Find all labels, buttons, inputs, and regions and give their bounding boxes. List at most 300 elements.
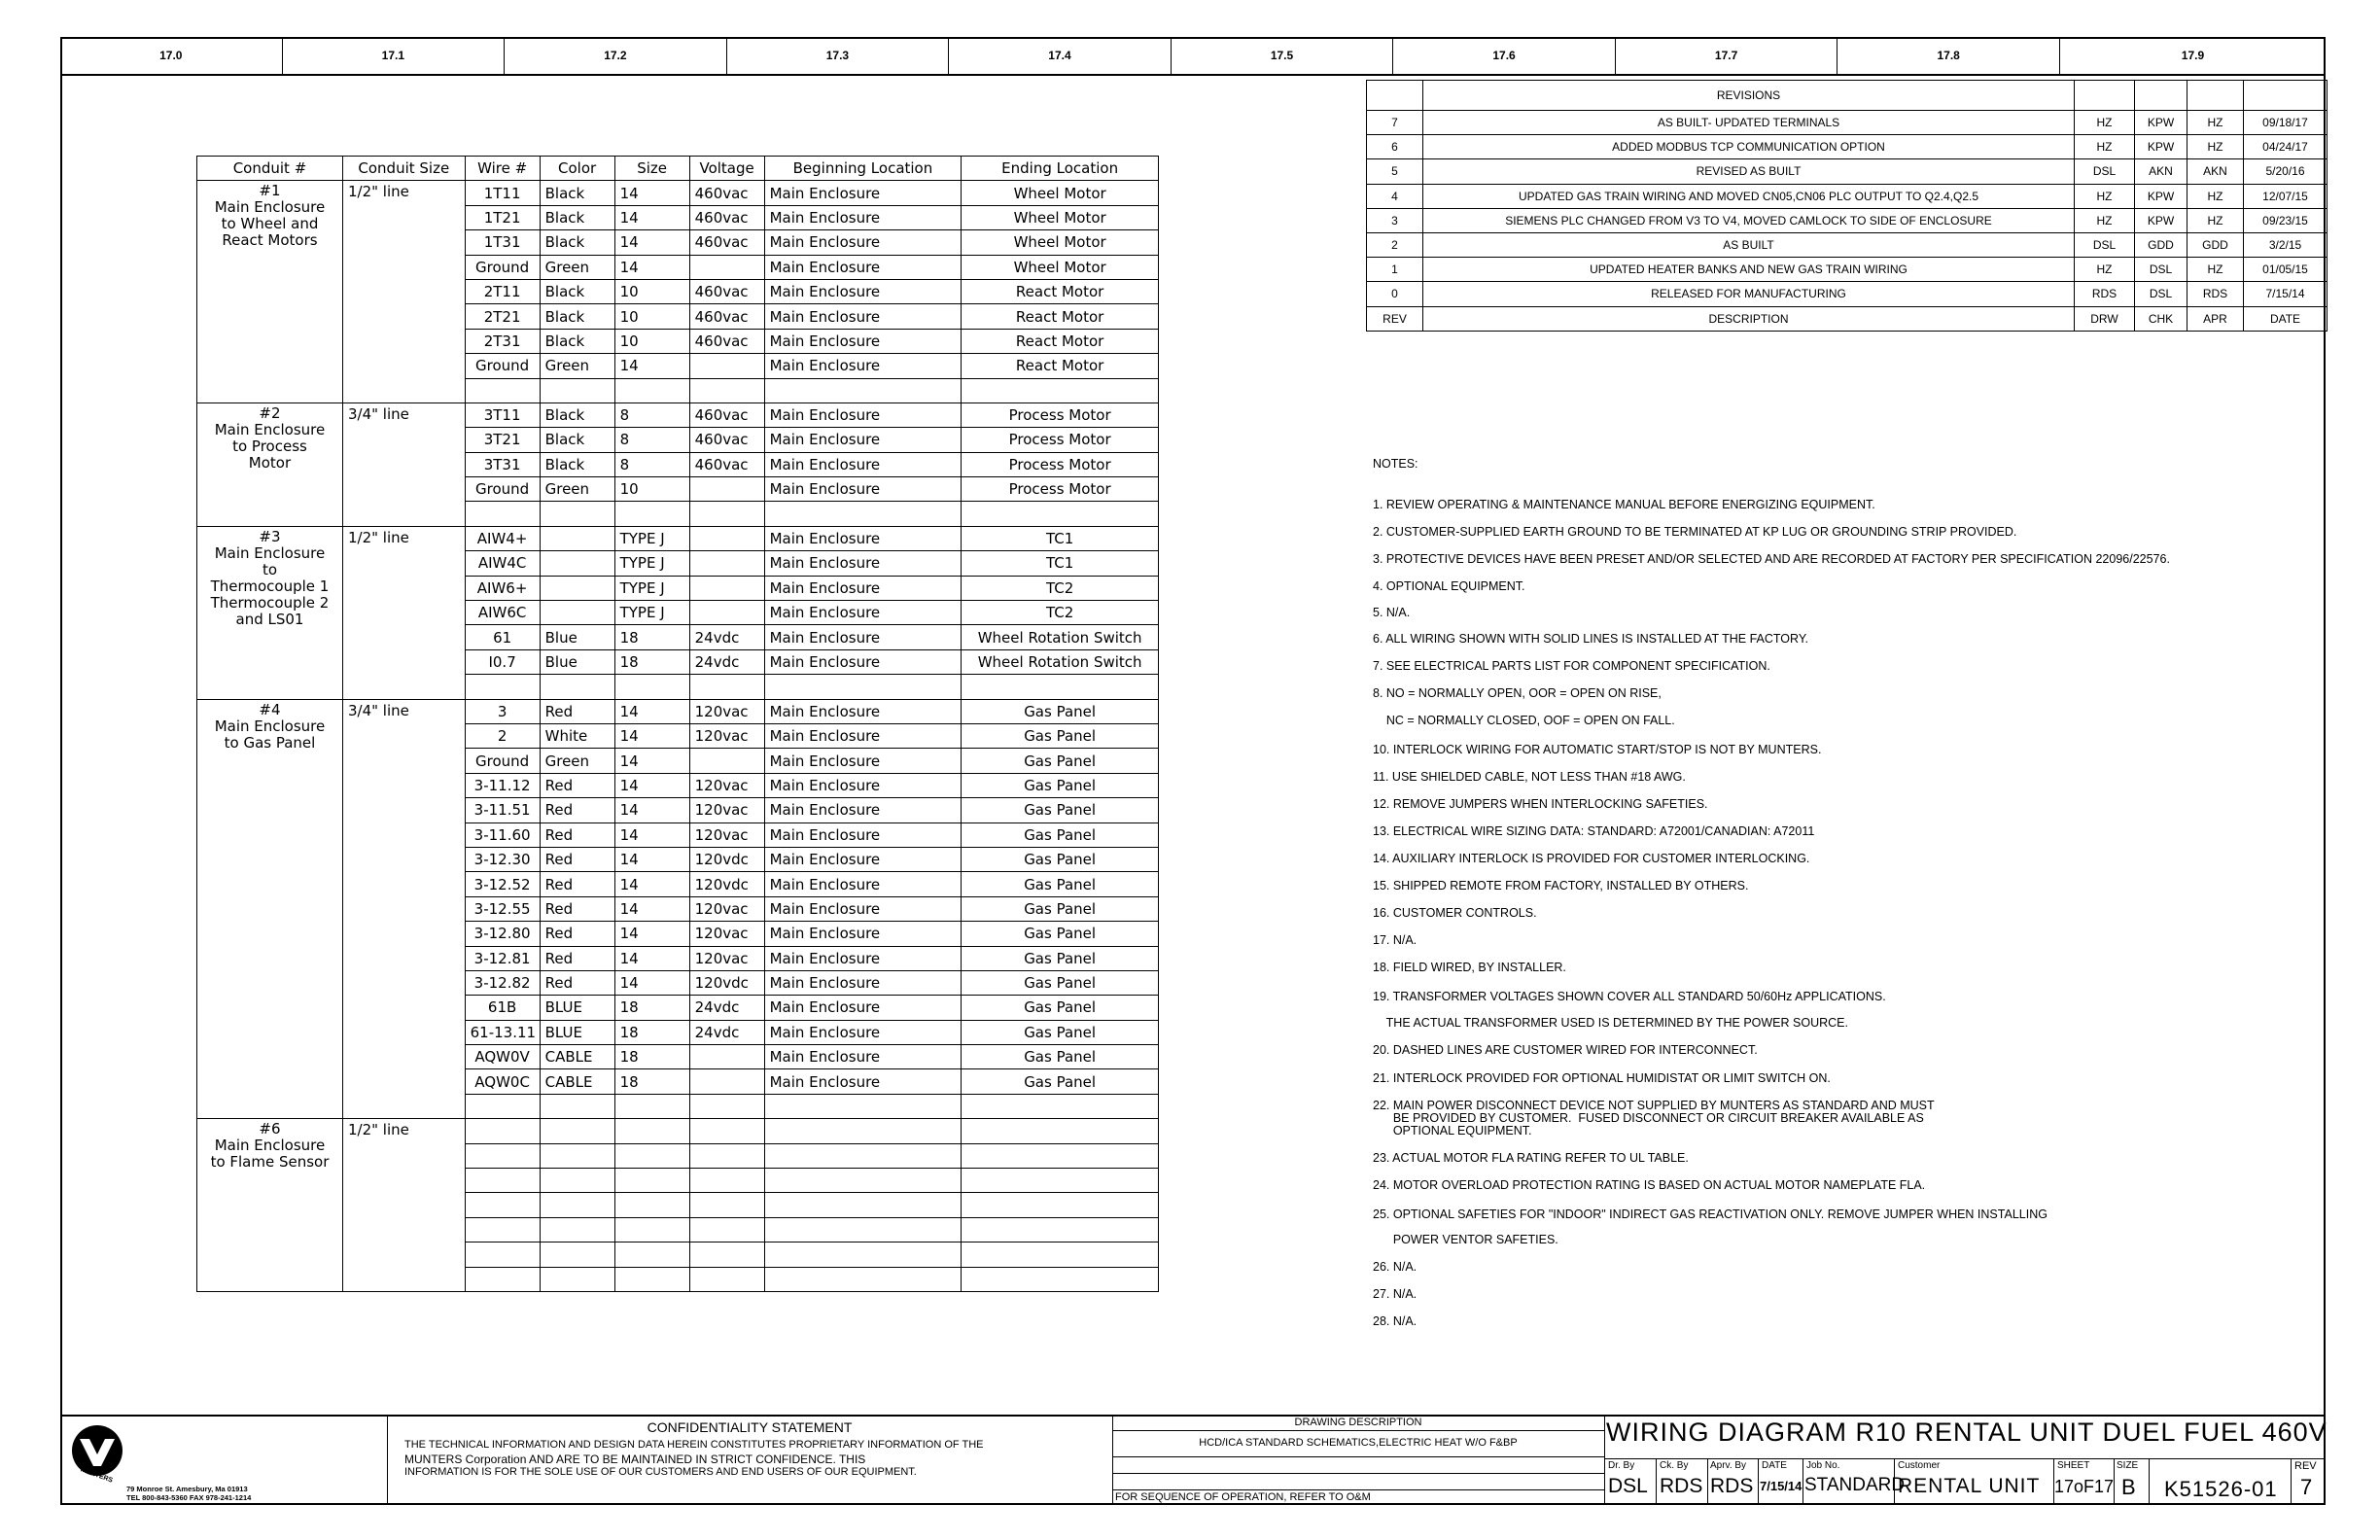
column-header: Voltage bbox=[689, 157, 764, 181]
table-cell: 460vac bbox=[689, 181, 764, 205]
note-line: 22. MAIN POWER DISCONNECT DEVICE NOT SUPPLIED BY MUNTERS AS STANDARD AND MUST bbox=[1373, 1099, 1935, 1112]
revision-cell: 0 bbox=[1367, 282, 1423, 306]
rev: 7 bbox=[2300, 1475, 2313, 1499]
revisions-title: REVISIONS bbox=[1423, 81, 2075, 111]
revision-row bbox=[1367, 135, 2328, 159]
table-cell: 3-12.52 bbox=[465, 872, 540, 896]
table-cell bbox=[962, 1094, 1159, 1118]
revision-row bbox=[1367, 184, 2328, 208]
table-cell bbox=[764, 675, 962, 699]
date: 7/15/14 bbox=[1760, 1479, 1802, 1493]
revisions-title-row bbox=[1367, 81, 2328, 111]
table-cell: 460vac bbox=[689, 329, 764, 353]
conduit-id-line: Thermocouple 1 bbox=[210, 577, 330, 595]
zone-label: 17.5 bbox=[1172, 37, 1394, 74]
table-cell: 61 bbox=[465, 625, 540, 649]
tb-hline bbox=[1112, 1489, 1604, 1490]
table-cell bbox=[962, 1267, 1159, 1291]
table-cell: 2T11 bbox=[465, 279, 540, 303]
revision-cell: 09/18/17 bbox=[2244, 111, 2328, 135]
table-cell: Main Enclosure bbox=[764, 526, 962, 550]
table-cell: Main Enclosure bbox=[764, 872, 962, 896]
table-cell: Main Enclosure bbox=[764, 452, 962, 476]
note-line: OPTIONAL EQUIPMENT. bbox=[1373, 1124, 1532, 1138]
table-cell: 14 bbox=[614, 749, 689, 773]
table-cell: Main Enclosure bbox=[764, 576, 962, 600]
note-line: 24. MOTOR OVERLOAD PROTECTION RATING IS BASED ON ACTUAL MOTOR NAMEPLATE FLA. bbox=[1373, 1178, 1926, 1192]
tb-hline bbox=[1112, 1456, 1604, 1457]
tb-hline bbox=[1112, 1473, 1604, 1474]
table-cell: 10 bbox=[614, 304, 689, 329]
revision-cell: KPW bbox=[2135, 135, 2188, 159]
table-cell: Red bbox=[540, 872, 614, 896]
revision-cell: 1 bbox=[1367, 258, 1423, 282]
table-cell: Main Enclosure bbox=[764, 428, 962, 452]
table-cell: Gas Panel bbox=[962, 896, 1159, 921]
logo-brand-text: MUNTERS bbox=[79, 1466, 114, 1485]
table-cell: React Motor bbox=[962, 354, 1159, 378]
table-cell: 18 bbox=[614, 1020, 689, 1044]
table-cell bbox=[689, 1045, 764, 1069]
revision-row bbox=[1367, 232, 2328, 257]
revision-cell: DSL bbox=[2075, 159, 2135, 184]
table-cell: Main Enclosure bbox=[764, 230, 962, 255]
conduit-size: 3/4" line bbox=[342, 699, 465, 1119]
tb-divider bbox=[1802, 1458, 1803, 1505]
revision-header-cell: DESCRIPTION bbox=[1423, 306, 2075, 331]
revision-cell: DSL bbox=[2135, 282, 2188, 306]
table-cell: TYPE J bbox=[614, 601, 689, 625]
revision-header-row bbox=[1367, 306, 2328, 331]
note-line: 26. N/A. bbox=[1373, 1260, 1418, 1274]
revision-cell: HZ bbox=[2075, 135, 2135, 159]
revision-cell: 4 bbox=[1367, 184, 1423, 208]
note-line: BE PROVIDED BY CUSTOMER. FUSED DISCONNECT OR CIRCUIT BREAKER AVAILABLE AS bbox=[1373, 1111, 1924, 1125]
note-line: 16. CUSTOMER CONTROLS. bbox=[1373, 906, 1537, 920]
conduit-id-line: #4 bbox=[259, 700, 281, 718]
note-line: 1. REVIEW OPERATING & MAINTENANCE MANUAL BEFORE ENERGIZING EQUIPMENT. bbox=[1373, 498, 1875, 511]
table-cell: Green bbox=[540, 255, 614, 279]
note-line: 11. USE SHIELDED CABLE, NOT LESS THAN #18 AWG. bbox=[1373, 770, 1686, 784]
table-cell: Main Enclosure bbox=[764, 970, 962, 995]
table-cell bbox=[614, 378, 689, 402]
note-line: 27. N/A. bbox=[1373, 1287, 1418, 1301]
size-label: SIZE bbox=[2117, 1460, 2139, 1471]
table-cell: I0.7 bbox=[465, 649, 540, 674]
table-cell: Gas Panel bbox=[962, 1069, 1159, 1094]
table-cell: 24vdc bbox=[689, 649, 764, 674]
table-cell: 3-11.60 bbox=[465, 822, 540, 847]
table-cell: 120vac bbox=[689, 896, 764, 921]
table-cell: Process Motor bbox=[962, 452, 1159, 476]
table-cell: Ground bbox=[465, 354, 540, 378]
table-cell: Gas Panel bbox=[962, 723, 1159, 748]
table-cell: 24vdc bbox=[689, 996, 764, 1020]
table-cell: 61B bbox=[465, 996, 540, 1020]
table-cell: 14 bbox=[614, 970, 689, 995]
table-cell bbox=[764, 378, 962, 402]
table-cell: 460vac bbox=[689, 279, 764, 303]
blank-cell bbox=[2135, 81, 2188, 111]
revision-cell: DSL bbox=[2135, 258, 2188, 282]
revision-cell: RDS bbox=[2075, 282, 2135, 306]
table-cell: 3T21 bbox=[465, 428, 540, 452]
table-row bbox=[197, 181, 1159, 205]
table-cell: 120vac bbox=[689, 922, 764, 946]
conduit-id bbox=[197, 526, 343, 699]
revision-header-cell: DRW bbox=[2075, 306, 2135, 331]
table-cell bbox=[689, 1267, 764, 1291]
conduit-id-line: to Flame Sensor bbox=[210, 1153, 330, 1172]
conduit-id-line: Main Enclosure bbox=[214, 717, 326, 735]
tb-hline bbox=[1604, 1458, 2326, 1459]
table-cell: Main Enclosure bbox=[764, 402, 962, 427]
table-cell: Wheel Rotation Switch bbox=[962, 649, 1159, 674]
zone-label: 17.3 bbox=[727, 37, 950, 74]
revision-cell: KPW bbox=[2135, 111, 2188, 135]
table-cell bbox=[764, 1119, 962, 1143]
note-line: 8. NO = NORMALLY OPEN, OOR = OPEN ON RISE, bbox=[1373, 686, 1662, 700]
table-cell: Main Enclosure bbox=[764, 996, 962, 1020]
table-cell bbox=[764, 1193, 962, 1217]
table-cell: Wheel Motor bbox=[962, 230, 1159, 255]
revision-cell: GDD bbox=[2188, 232, 2244, 257]
table-cell: Ground bbox=[465, 749, 540, 773]
revision-cell: 09/23/15 bbox=[2244, 208, 2328, 232]
table-cell: Gas Panel bbox=[962, 798, 1159, 822]
table-cell: 18 bbox=[614, 625, 689, 649]
table-cell: Gas Panel bbox=[962, 1020, 1159, 1044]
table-cell bbox=[689, 477, 764, 502]
conduit-id-line: Main Enclosure bbox=[214, 1137, 326, 1155]
conduit-id-line: Motor bbox=[248, 453, 292, 472]
table-cell: 1T11 bbox=[465, 181, 540, 205]
revision-cell: 01/05/15 bbox=[2244, 258, 2328, 282]
revision-cell: RELEASED FOR MANUFACTURING bbox=[1423, 282, 2075, 306]
note-line: 2. CUSTOMER-SUPPLIED EARTH GROUND TO BE TERMINATED AT KP LUG OR GROUNDING STRIP PROVIDED. bbox=[1373, 525, 2017, 539]
table-cell: Main Enclosure bbox=[764, 1045, 962, 1069]
table-cell: 14 bbox=[614, 822, 689, 847]
table-cell: 120vac bbox=[689, 798, 764, 822]
conduit-id bbox=[197, 1119, 343, 1292]
table-cell bbox=[540, 378, 614, 402]
revisions-table bbox=[1366, 80, 2328, 332]
zone-label: 17.9 bbox=[2181, 49, 2205, 62]
table-cell bbox=[689, 354, 764, 378]
table-cell: TC1 bbox=[962, 526, 1159, 550]
table-cell: Red bbox=[540, 798, 614, 822]
table-cell bbox=[962, 1242, 1159, 1267]
table-cell bbox=[689, 675, 764, 699]
drawing-description: HCD/ICA STANDARD SCHEMATICS,ELECTRIC HEAT W/O F&BP bbox=[1199, 1437, 1518, 1449]
table-cell: AIW6C bbox=[465, 601, 540, 625]
table-cell bbox=[540, 1217, 614, 1242]
table-cell: React Motor bbox=[962, 279, 1159, 303]
table-cell: Red bbox=[540, 970, 614, 995]
zone-label: 17.7 bbox=[1616, 37, 1838, 74]
table-cell: 14 bbox=[614, 354, 689, 378]
note-line: 4. OPTIONAL EQUIPMENT. bbox=[1373, 579, 1525, 593]
table-cell: 120vdc bbox=[689, 970, 764, 995]
revision-cell: 12/07/15 bbox=[2244, 184, 2328, 208]
table-cell: AIW4+ bbox=[465, 526, 540, 550]
table-cell: 3-11.12 bbox=[465, 773, 540, 797]
table-cell: Gas Panel bbox=[962, 996, 1159, 1020]
table-cell: Red bbox=[540, 922, 614, 946]
table-cell bbox=[614, 1242, 689, 1267]
address-line-1: 79 Monroe St. Amesbury, Ma 01913 bbox=[126, 1485, 248, 1493]
table-cell bbox=[689, 1242, 764, 1267]
table-cell bbox=[689, 378, 764, 402]
note-line: 25. OPTIONAL SAFETIES FOR "INDOOR" INDIRECT GAS REACTIVATION ONLY. REMOVE JUMPER WHEN INSTALLING bbox=[1373, 1208, 2048, 1221]
table-cell bbox=[465, 502, 540, 526]
table-cell bbox=[540, 1143, 614, 1168]
table-cell: 14 bbox=[614, 699, 689, 723]
table-cell: Main Enclosure bbox=[764, 625, 962, 649]
table-cell: React Motor bbox=[962, 304, 1159, 329]
note-line: 18. FIELD WIRED, BY INSTALLER. bbox=[1373, 961, 1566, 974]
note-line: 3. PROTECTIVE DEVICES HAVE BEEN PRESET AND/OR SELECTED AND ARE RECORDED AT FACTORY PER SPECIFICATION 22096/22576. bbox=[1373, 552, 2170, 566]
table-cell bbox=[540, 526, 614, 550]
table-cell: 460vac bbox=[689, 230, 764, 255]
table-cell bbox=[465, 1169, 540, 1193]
zone-label: 17.2 bbox=[505, 37, 727, 74]
conduit-id bbox=[197, 181, 343, 403]
revision-cell: GDD bbox=[2135, 232, 2188, 257]
table-cell: 460vac bbox=[689, 452, 764, 476]
table-cell bbox=[764, 1242, 962, 1267]
revision-cell: UPDATED GAS TRAIN WIRING AND MOVED CN05,CN06 PLC OUTPUT TO Q2.4,Q2.5 bbox=[1423, 184, 2075, 208]
job: STANDARD bbox=[1804, 1475, 1906, 1495]
table-cell: AIW4C bbox=[465, 551, 540, 576]
table-cell: TC2 bbox=[962, 576, 1159, 600]
revision-cell: 3 bbox=[1367, 208, 1423, 232]
table-cell: Process Motor bbox=[962, 477, 1159, 502]
table-cell bbox=[689, 1217, 764, 1242]
table-cell bbox=[540, 1094, 614, 1118]
revision-cell: SIEMENS PLC CHANGED FROM V3 TO V4, MOVED CAMLOCK TO SIDE OF ENCLOSURE bbox=[1423, 208, 2075, 232]
table-cell: Main Enclosure bbox=[764, 279, 962, 303]
table-row bbox=[197, 699, 1159, 723]
customer-label: Customer bbox=[1898, 1460, 1941, 1471]
note-line: POWER VENTOR SAFETIES. bbox=[1373, 1233, 1558, 1246]
note-line: 6. ALL WIRING SHOWN WITH SOLID LINES IS INSTALLED AT THE FACTORY. bbox=[1373, 632, 1809, 646]
table-cell bbox=[764, 1267, 962, 1291]
tb-hline bbox=[1112, 1430, 1604, 1431]
address-line-2: TEL 800-843-5360 FAX 978-241-1214 bbox=[126, 1493, 252, 1502]
tb-divider bbox=[2149, 1458, 2150, 1505]
table-cell: Main Enclosure bbox=[764, 896, 962, 921]
table-cell: Gas Panel bbox=[962, 749, 1159, 773]
table-cell bbox=[614, 1267, 689, 1291]
table-cell: 3-12.30 bbox=[465, 847, 540, 871]
table-cell bbox=[465, 1143, 540, 1168]
table-cell: Black bbox=[540, 304, 614, 329]
revision-cell: RDS bbox=[2188, 282, 2244, 306]
table-cell: Red bbox=[540, 773, 614, 797]
table-cell bbox=[465, 675, 540, 699]
table-cell: 3-12.55 bbox=[465, 896, 540, 921]
table-cell: White bbox=[540, 723, 614, 748]
table-cell: Red bbox=[540, 822, 614, 847]
table-cell: Main Enclosure bbox=[764, 798, 962, 822]
column-header: Color bbox=[540, 157, 614, 181]
note-line: 13. ELECTRICAL WIRE SIZING DATA: STANDARD: A72001/CANADIAN: A72011 bbox=[1373, 824, 1815, 838]
revision-row bbox=[1367, 282, 2328, 306]
table-cell: Main Enclosure bbox=[764, 181, 962, 205]
conduit-id-line: Main Enclosure bbox=[214, 543, 326, 562]
table-cell bbox=[540, 502, 614, 526]
table-cell: 24vdc bbox=[689, 625, 764, 649]
revision-cell: HZ bbox=[2075, 111, 2135, 135]
table-cell: Main Enclosure bbox=[764, 946, 962, 970]
table-cell: 8 bbox=[614, 428, 689, 452]
table-cell bbox=[689, 1193, 764, 1217]
table-cell: Ground bbox=[465, 255, 540, 279]
zone-label: 17.0 bbox=[60, 37, 283, 74]
notes-title: NOTES: bbox=[1373, 457, 1418, 471]
revision-cell: 3/2/15 bbox=[2244, 232, 2328, 257]
tb-divider bbox=[1656, 1458, 1657, 1505]
sequence-note: FOR SEQUENCE OF OPERATION, REFER TO O&M bbox=[1115, 1491, 1371, 1503]
table-cell: Black bbox=[540, 452, 614, 476]
table-cell: TYPE J bbox=[614, 551, 689, 576]
table-cell bbox=[764, 1094, 962, 1118]
table-cell: 3T31 bbox=[465, 452, 540, 476]
revision-cell: 5 bbox=[1367, 159, 1423, 184]
column-header: Conduit # bbox=[197, 157, 343, 181]
table-cell: Blue bbox=[540, 649, 614, 674]
revision-cell: 04/24/17 bbox=[2244, 135, 2328, 159]
table-cell bbox=[540, 1119, 614, 1143]
dr-by: DSL bbox=[1608, 1475, 1648, 1497]
table-cell: 3-12.80 bbox=[465, 922, 540, 946]
table-cell: Red bbox=[540, 699, 614, 723]
column-header: Beginning Location bbox=[764, 157, 962, 181]
blank-cell bbox=[2244, 81, 2328, 111]
table-cell: Process Motor bbox=[962, 428, 1159, 452]
table-cell bbox=[962, 1119, 1159, 1143]
table-cell: 14 bbox=[614, 946, 689, 970]
table-cell bbox=[689, 1119, 764, 1143]
table-cell: 120vac bbox=[689, 773, 764, 797]
revision-cell: AS BUILT bbox=[1423, 232, 2075, 257]
table-cell: AIW6+ bbox=[465, 576, 540, 600]
table-cell bbox=[962, 502, 1159, 526]
table-cell: 120vac bbox=[689, 822, 764, 847]
table-cell: 8 bbox=[614, 452, 689, 476]
table-cell bbox=[614, 1217, 689, 1242]
table-cell: 120vac bbox=[689, 699, 764, 723]
table-cell: 10 bbox=[614, 279, 689, 303]
table-cell: 460vac bbox=[689, 205, 764, 229]
table-cell: CABLE bbox=[540, 1045, 614, 1069]
conduit-id bbox=[197, 402, 343, 526]
revision-cell: HZ bbox=[2188, 258, 2244, 282]
table-cell: 3-12.82 bbox=[465, 970, 540, 995]
table-cell bbox=[962, 1217, 1159, 1242]
conduit-id-line: to Wheel and bbox=[221, 215, 319, 233]
table-cell: Wheel Motor bbox=[962, 181, 1159, 205]
table-cell: Main Enclosure bbox=[764, 601, 962, 625]
note-line: THE ACTUAL TRANSFORMER USED IS DETERMINED BY THE POWER SOURCE. bbox=[1373, 1016, 1848, 1030]
revision-header-cell: APR bbox=[2188, 306, 2244, 331]
table-cell: Main Enclosure bbox=[764, 304, 962, 329]
table-cell bbox=[465, 1094, 540, 1118]
tb-divider bbox=[1707, 1458, 1708, 1505]
table-cell bbox=[962, 1193, 1159, 1217]
table-cell bbox=[614, 1169, 689, 1193]
table-cell: 2T31 bbox=[465, 329, 540, 353]
table-cell: 3-12.81 bbox=[465, 946, 540, 970]
table-cell: Gas Panel bbox=[962, 773, 1159, 797]
table-cell: 120vdc bbox=[689, 872, 764, 896]
conduit-schedule-table bbox=[196, 156, 1159, 1292]
revision-row bbox=[1367, 208, 2328, 232]
revision-cell: KPW bbox=[2135, 184, 2188, 208]
table-cell: AQW0V bbox=[465, 1045, 540, 1069]
table-cell: Green bbox=[540, 354, 614, 378]
conduit-id bbox=[197, 699, 343, 1119]
table-cell bbox=[689, 1094, 764, 1118]
table-cell: Black bbox=[540, 181, 614, 205]
table-cell bbox=[689, 255, 764, 279]
conduit-table-header bbox=[197, 157, 1159, 181]
table-cell: 14 bbox=[614, 181, 689, 205]
note-line: 10. INTERLOCK WIRING FOR AUTOMATIC START/STOP IS NOT BY MUNTERS. bbox=[1373, 743, 1822, 756]
revision-cell: HZ bbox=[2075, 184, 2135, 208]
table-cell: Main Enclosure bbox=[764, 749, 962, 773]
note-line: 23. ACTUAL MOTOR FLA RATING REFER TO UL TABLE. bbox=[1373, 1151, 1689, 1165]
table-cell bbox=[614, 1119, 689, 1143]
table-cell: TC2 bbox=[962, 601, 1159, 625]
table-cell: BLUE bbox=[540, 996, 614, 1020]
table-cell bbox=[540, 1267, 614, 1291]
table-cell: 18 bbox=[614, 1069, 689, 1094]
conduit-size: 3/4" line bbox=[342, 402, 465, 526]
table-cell: AQW0C bbox=[465, 1069, 540, 1094]
revision-cell: 7/15/14 bbox=[2244, 282, 2328, 306]
table-cell: Main Enclosure bbox=[764, 922, 962, 946]
note-line: 20. DASHED LINES ARE CUSTOMER WIRED FOR INTERCONNECT. bbox=[1373, 1043, 1758, 1057]
conduit-id-line: Main Enclosure bbox=[214, 420, 326, 438]
table-cell bbox=[465, 1267, 540, 1291]
aprv-by: RDS bbox=[1710, 1475, 1754, 1497]
table-cell bbox=[614, 1193, 689, 1217]
table-cell: 8 bbox=[614, 402, 689, 427]
note-line: NC = NORMALLY CLOSED, OOF = OPEN ON FALL. bbox=[1373, 714, 1675, 727]
table-cell bbox=[614, 675, 689, 699]
revision-cell: HZ bbox=[2188, 111, 2244, 135]
zone-strip bbox=[60, 37, 2326, 76]
drawing-title: WIRING DIAGRAM R10 RENTAL UNIT DUEL FUEL 460V bbox=[1606, 1418, 2328, 1447]
table-cell: TYPE J bbox=[614, 576, 689, 600]
revision-row bbox=[1367, 258, 2328, 282]
revision-cell: DSL bbox=[2075, 232, 2135, 257]
table-cell: 18 bbox=[614, 1045, 689, 1069]
table-cell: Gas Panel bbox=[962, 847, 1159, 871]
table-cell: 460vac bbox=[689, 428, 764, 452]
table-cell: Wheel Motor bbox=[962, 205, 1159, 229]
dr-by-label: Dr. By bbox=[1608, 1460, 1635, 1471]
table-cell: Green bbox=[540, 477, 614, 502]
zone-label: 17.6 bbox=[1393, 37, 1616, 74]
revision-cell: ADDED MODBUS TCP COMMUNICATION OPTION bbox=[1423, 135, 2075, 159]
table-cell bbox=[962, 378, 1159, 402]
table-cell: 14 bbox=[614, 896, 689, 921]
table-cell: 18 bbox=[614, 996, 689, 1020]
table-cell: 14 bbox=[614, 723, 689, 748]
